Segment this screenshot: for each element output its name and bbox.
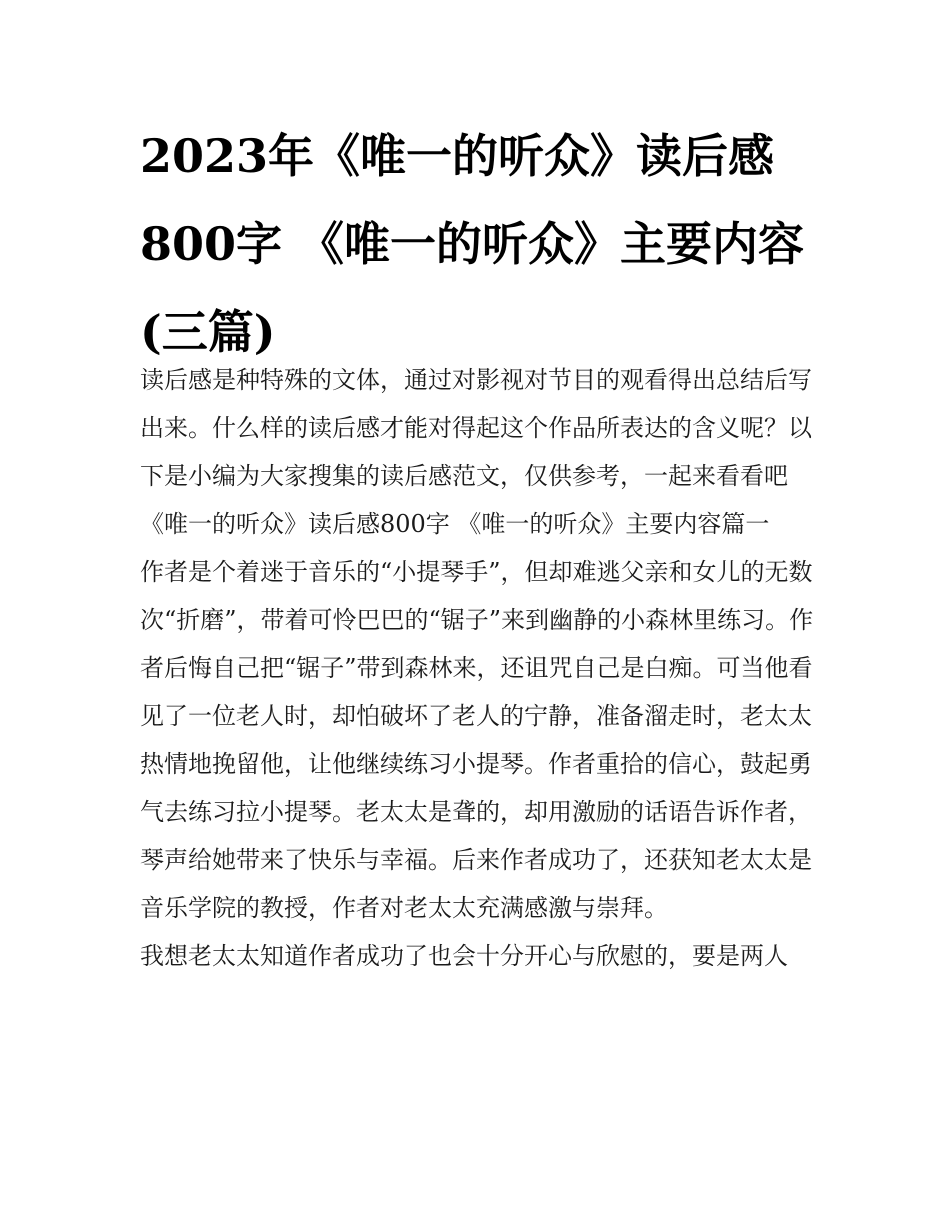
body-paragraph: 我想老太太知道作者成功了也会十分开心与欣慰的，要是两人: [140, 942, 788, 970]
section-heading: 《唯一的听众》读后感800字 《唯一的听众》主要内容篇一: [140, 510, 770, 538]
document-title: 2023年《唯一的听众》读后感800字 《唯一的听众》主要内容(三篇): [140, 129, 805, 359]
document-body: [140, 356, 820, 980]
intro-paragraph: 读后感是种特殊的文体，通过对影视对节目的观看得出总结后写出来。什么样的读后感才能对得起这个作品所表达的含义呢？以下是小编为大家搜集的读后感范文，仅供参考，一起来看看吧: [140, 366, 812, 490]
body-paragraph: 作者是个着迷于音乐的“小提琴手”，但却难逃父亲和女儿的无数次“折磨”，带着可怜巴巴的“锯子”来到幽静的小森林里练习。作者后悔自己把“锯子”带到森林来，还诅咒自己是白痴。可当他看见了一位老人时，却怕破坏了老人的宁静，准备溜走时，老太太热情地挽留他，让他继续练习小提琴。作者重拾的信心，鼓起勇气去练习拉小提琴。老太太是聋的，却用激励的话语告诉作者，琴声给她带来了快乐与幸福。后来作者成功了，还获知老太太是音乐学院的教授，作者对老太太充满感激与崇拜。: [140, 558, 814, 922]
